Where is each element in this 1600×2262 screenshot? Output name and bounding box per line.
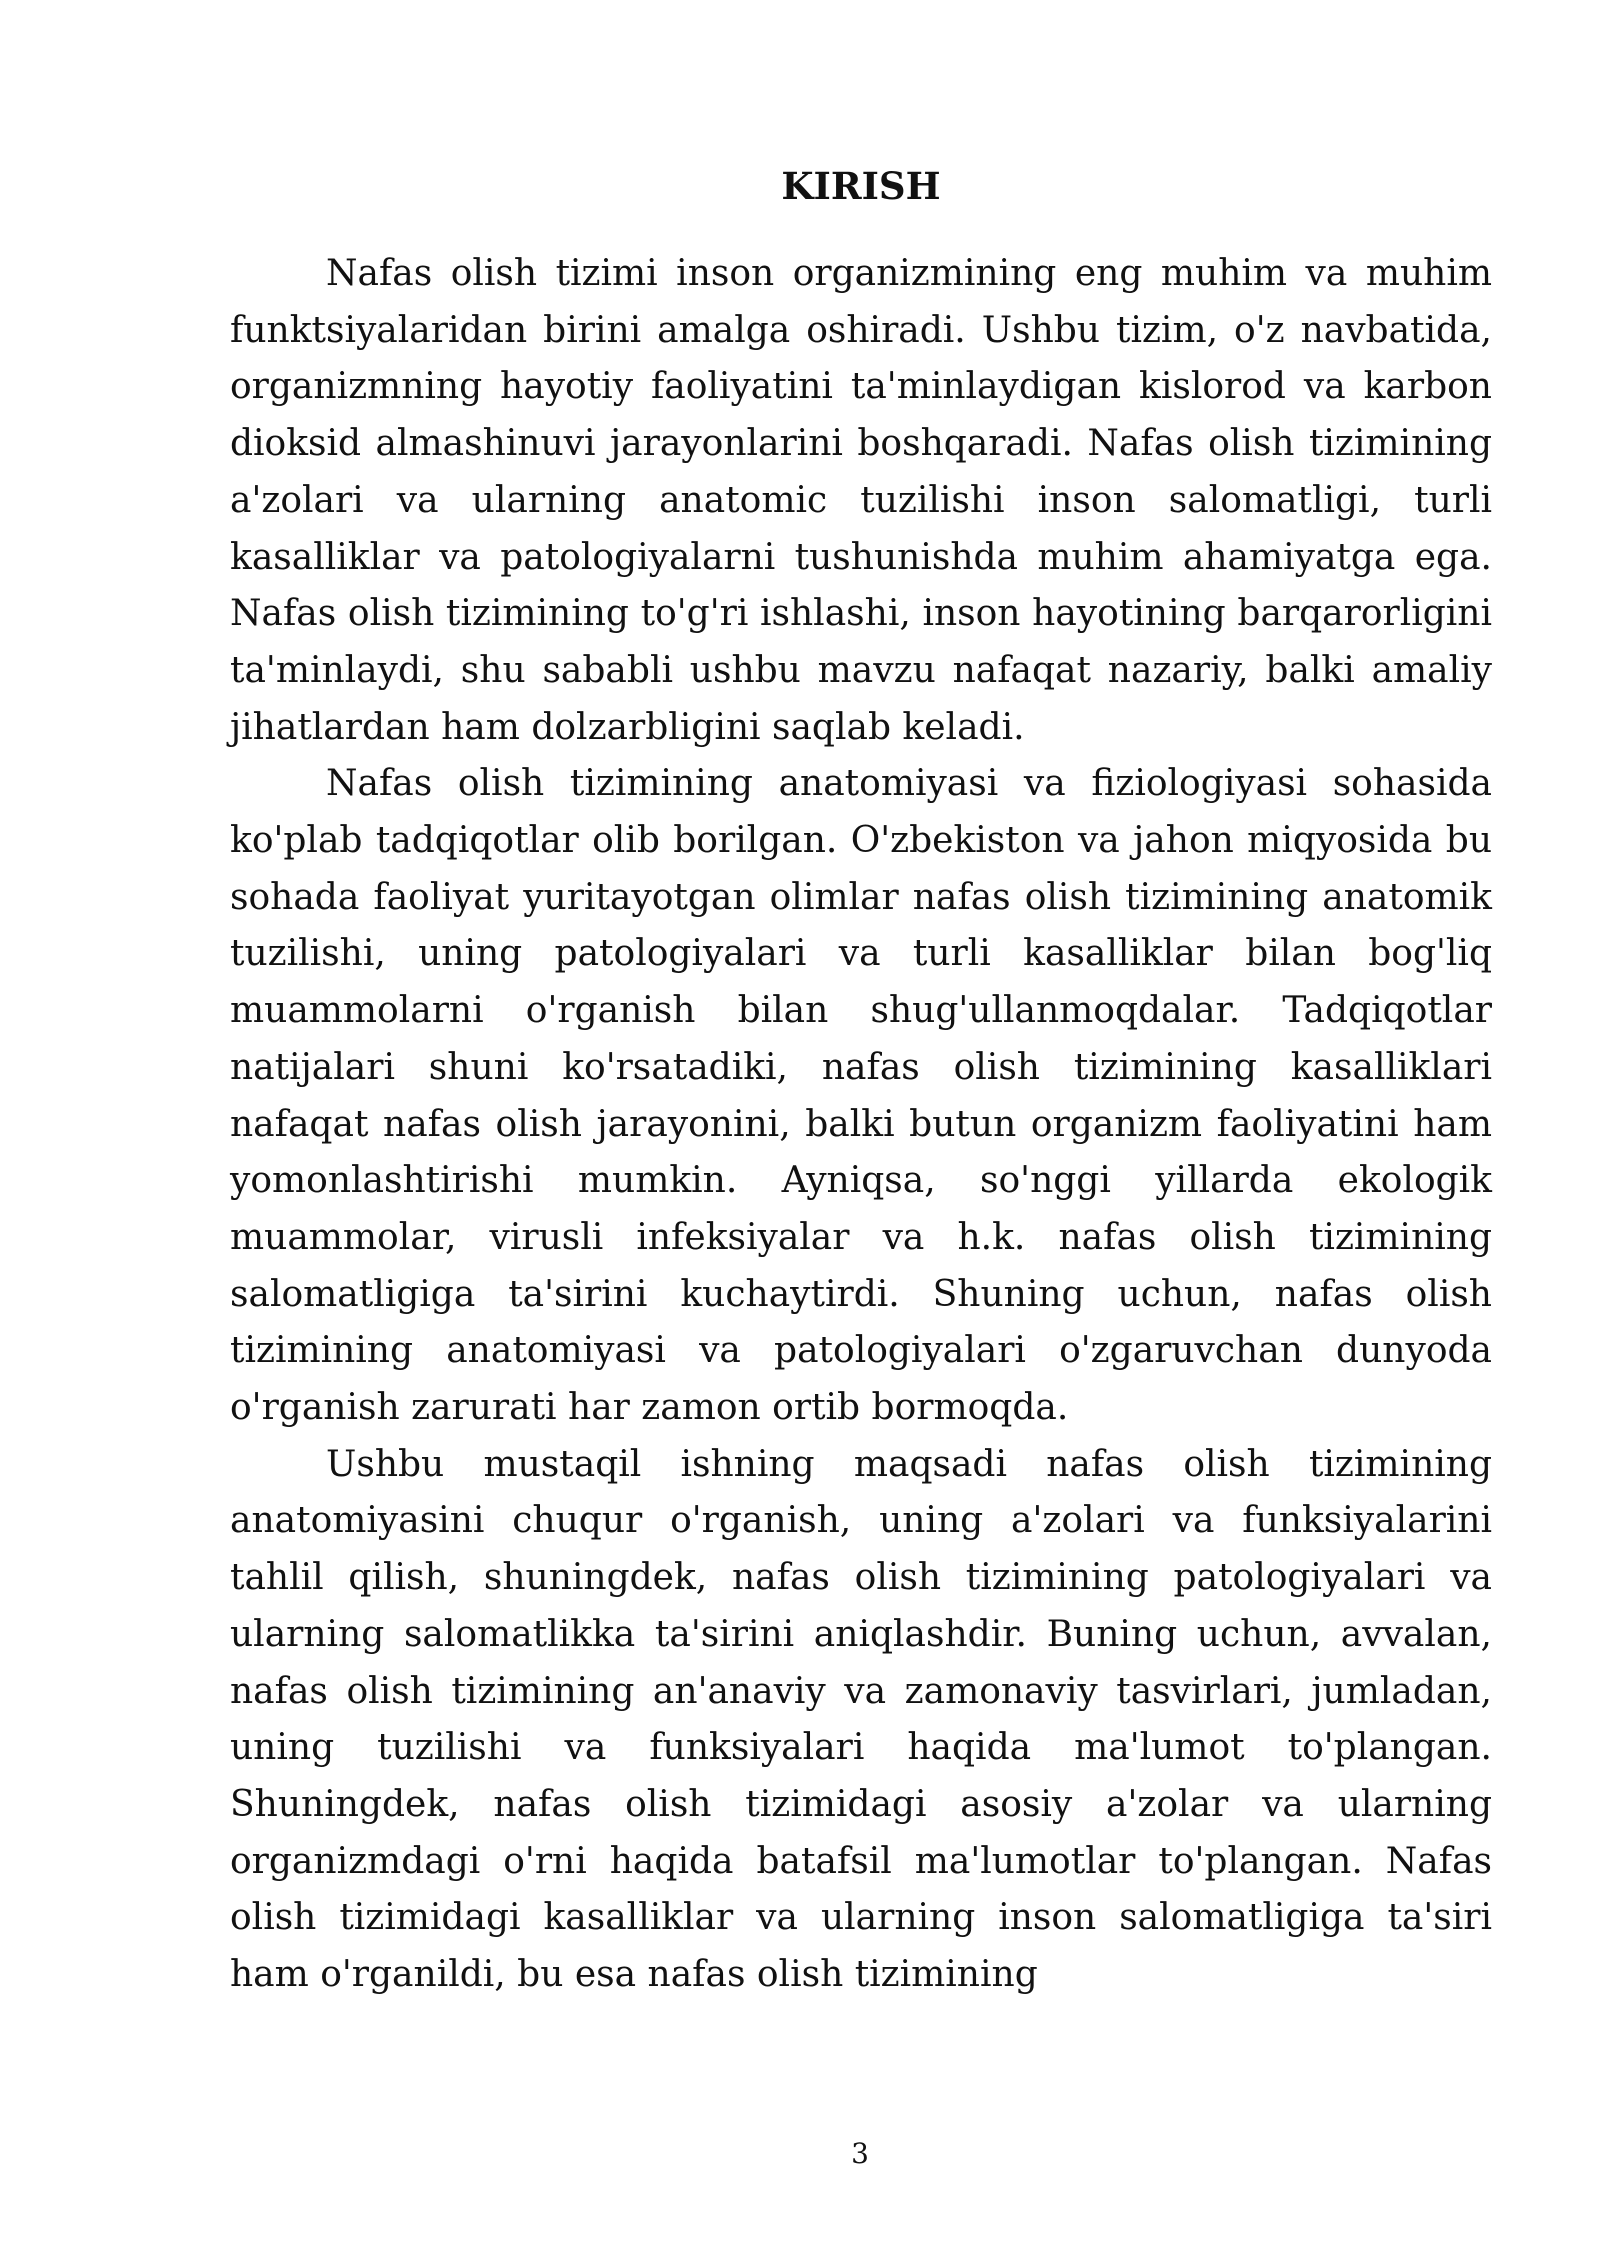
paragraph-1: Nafas olish tizimi inson organizmining eng muhim va muhim funktsiyalaridan birini amalga oshiradi. Ushbu tizim, o'z navbatida, organizmning hayotiy faoliyatini ta'minlaydigan kislorod va karbon dioksid almashinuvi jarayonlarini boshqaradi. Nafas olish tizimining a'zolari va ularning anatomic tuzilishi inson salomatligi, turli kasalliklar va patologiyalarni tushunishda muhim ahamiyatga ega. Nafas olish tizimining to'g'ri ishlashi, inson hayotining barqarorligini ta'minlaydi, shu sababli ushbu mavzu nafaqat nazariy, balki amaliy jihatlardan ham dolzarbligini saqlab keladi. [230, 253, 1492, 748]
page-number: 3 [851, 2137, 869, 2170]
paragraph-2: Nafas olish tizimining anatomiyasi va fiziologiyasi sohasida ko'plab tadqiqotlar olib borilgan. O'zbekiston va jahon miqyosida bu sohada faoliyat yuritayotgan olimlar nafas olish tizimining anatomik tuzilishi, uning patologiyalari va turli kasalliklar bilan bog'liq muammolarni o'rganish bilan shug'ullanmoqdalar. Tadqiqotlar natijalari shuni ko'rsatadiki, nafas olish tizimining kasalliklari nafaqat nafas olish jarayonini, balki butun organizm faoliyatini ham yomonlashtirishi mumkin. Ayniqsa, so'nggi yillarda ekologik muammolar, virusli infeksiyalar va h.k. nafas olish tizimining salomatligiga ta'sirini kuchaytirdi. Shuning uchun, nafas olish tizimining anatomiyasi va patologiyalari o'zgaruvchan dunyoda o'rganish zarurati har zamon ortib bormoqda. [230, 763, 1492, 1429]
paragraph-3: Ushbu mustaqil ishning maqsadi nafas olish tizimining anatomiyasini chuqur o'rganish, uning a'zolari va funksiyalarini tahlil qilish, shuningdek, nafas olish tizimining patologiyalari va ularning salomatlikka ta'sirini aniqlashdir. Buning uchun, avvalan, nafas olish tizimining an'anaviy va zamonaviy tasvirlari, jumladan, uning tuzilishi va funksiyalari haqida ma'lumot to'plangan. Shuningdek, nafas olish tizimidagi asosiy a'zolar va ularning organizmdagi o'rni haqida batafsil ma'lumotlar to'plangan. Nafas olish tizimidagi kasalliklar va ularning inson salomatligiga ta'siri ham o'rganildi, bu esa nafas olish tizimining [230, 1443, 1492, 1996]
body-text [230, 246, 1492, 2004]
page-title: KIRISH [781, 164, 941, 208]
